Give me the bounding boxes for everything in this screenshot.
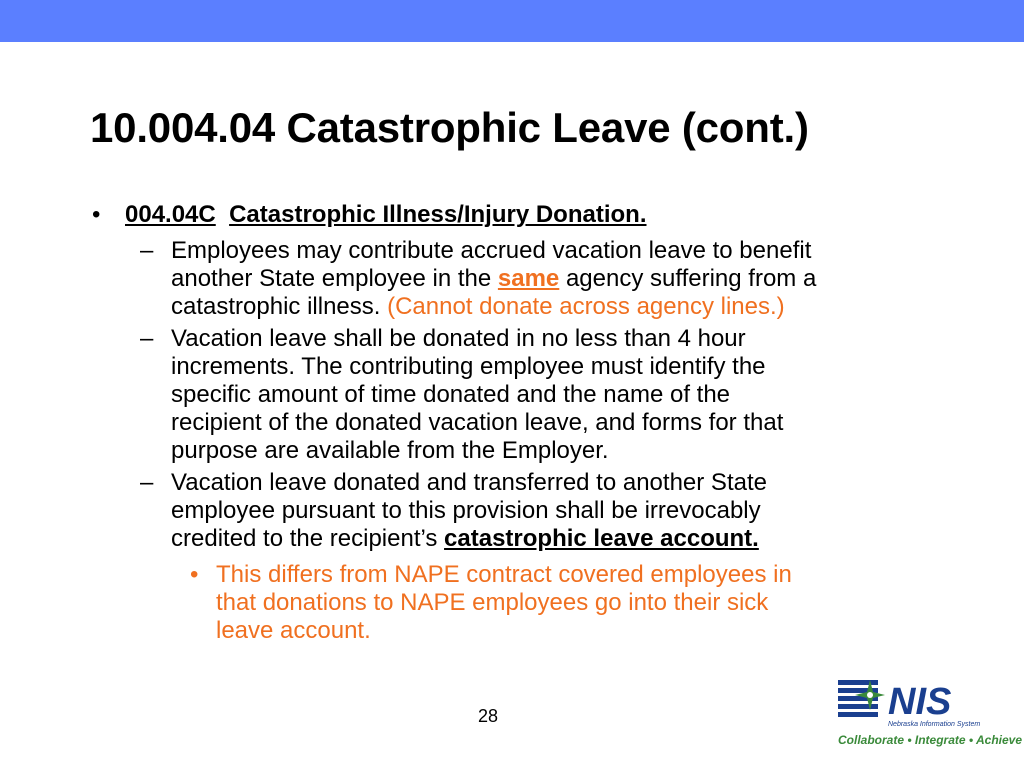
sub2-line4: recipient of the donated vacation leave, and forms for that bbox=[171, 409, 784, 436]
sub2-line1: Vacation leave shall be donated in no less than 4 hour bbox=[171, 325, 746, 352]
sub1-line3-text: catastrophic illness. bbox=[171, 293, 388, 320]
emphasis-leave-account: catastrophic leave account. bbox=[444, 525, 759, 552]
sub3-line3-text: credited to the recipient’s bbox=[171, 525, 445, 552]
sub1-line2-text-end: agency suffering from a bbox=[559, 265, 817, 292]
bullet-icon: • bbox=[92, 201, 101, 228]
dash-icon: – bbox=[140, 237, 154, 264]
sub2-line3: specific amount of time donated and the name of the bbox=[171, 381, 731, 408]
dash-icon: – bbox=[140, 469, 154, 496]
sub1-note: (Cannot donate across agency lines.) bbox=[387, 293, 785, 320]
sub1-line2-text: another State employee in the bbox=[171, 265, 498, 292]
subsub1-line2: that donations to NAPE employees go into their sick bbox=[216, 589, 769, 616]
subsub1-line1: This differs from NAPE contract covered employees in bbox=[216, 561, 792, 588]
sub2-line5: purpose are available from the Employer. bbox=[171, 437, 609, 464]
section-heading-text: Catastrophic Illness/Injury Donation. bbox=[229, 201, 647, 228]
bullet-icon: • bbox=[190, 561, 199, 588]
subsub1-line3: leave account. bbox=[216, 617, 371, 644]
nis-tagline: Collaborate • Integrate • Achieve bbox=[838, 733, 1023, 747]
nis-org-name: Nebraska Information System bbox=[888, 721, 981, 728]
dash-icon: – bbox=[140, 325, 154, 352]
section-code: 004.04C bbox=[125, 201, 216, 228]
section-heading bbox=[125, 200, 647, 229]
nis-wordmark: NIS bbox=[888, 681, 952, 723]
header-bar bbox=[0, 0, 1024, 42]
slide-title: 10.004.04 Catastrophic Leave (cont.) bbox=[90, 104, 809, 151]
sub1-line3 bbox=[171, 292, 785, 321]
nis-logo bbox=[836, 676, 1023, 756]
sub3-line3 bbox=[171, 524, 759, 553]
sub1-line2 bbox=[171, 264, 816, 293]
sub2-line2: increments. The contributing employee must identify the bbox=[171, 353, 766, 380]
sub1-line1: Employees may contribute accrued vacation leave to benefit bbox=[171, 237, 812, 264]
nis-logo-graphic bbox=[836, 676, 1023, 756]
star-emblem-icon bbox=[838, 680, 885, 717]
emphasis-same: same bbox=[497, 265, 560, 292]
sub3-line2: employee pursuant to this provision shall be irrevocably bbox=[171, 497, 761, 524]
sub3-line1: Vacation leave donated and transferred to another State bbox=[171, 469, 767, 496]
page-number: 28 bbox=[478, 706, 499, 726]
